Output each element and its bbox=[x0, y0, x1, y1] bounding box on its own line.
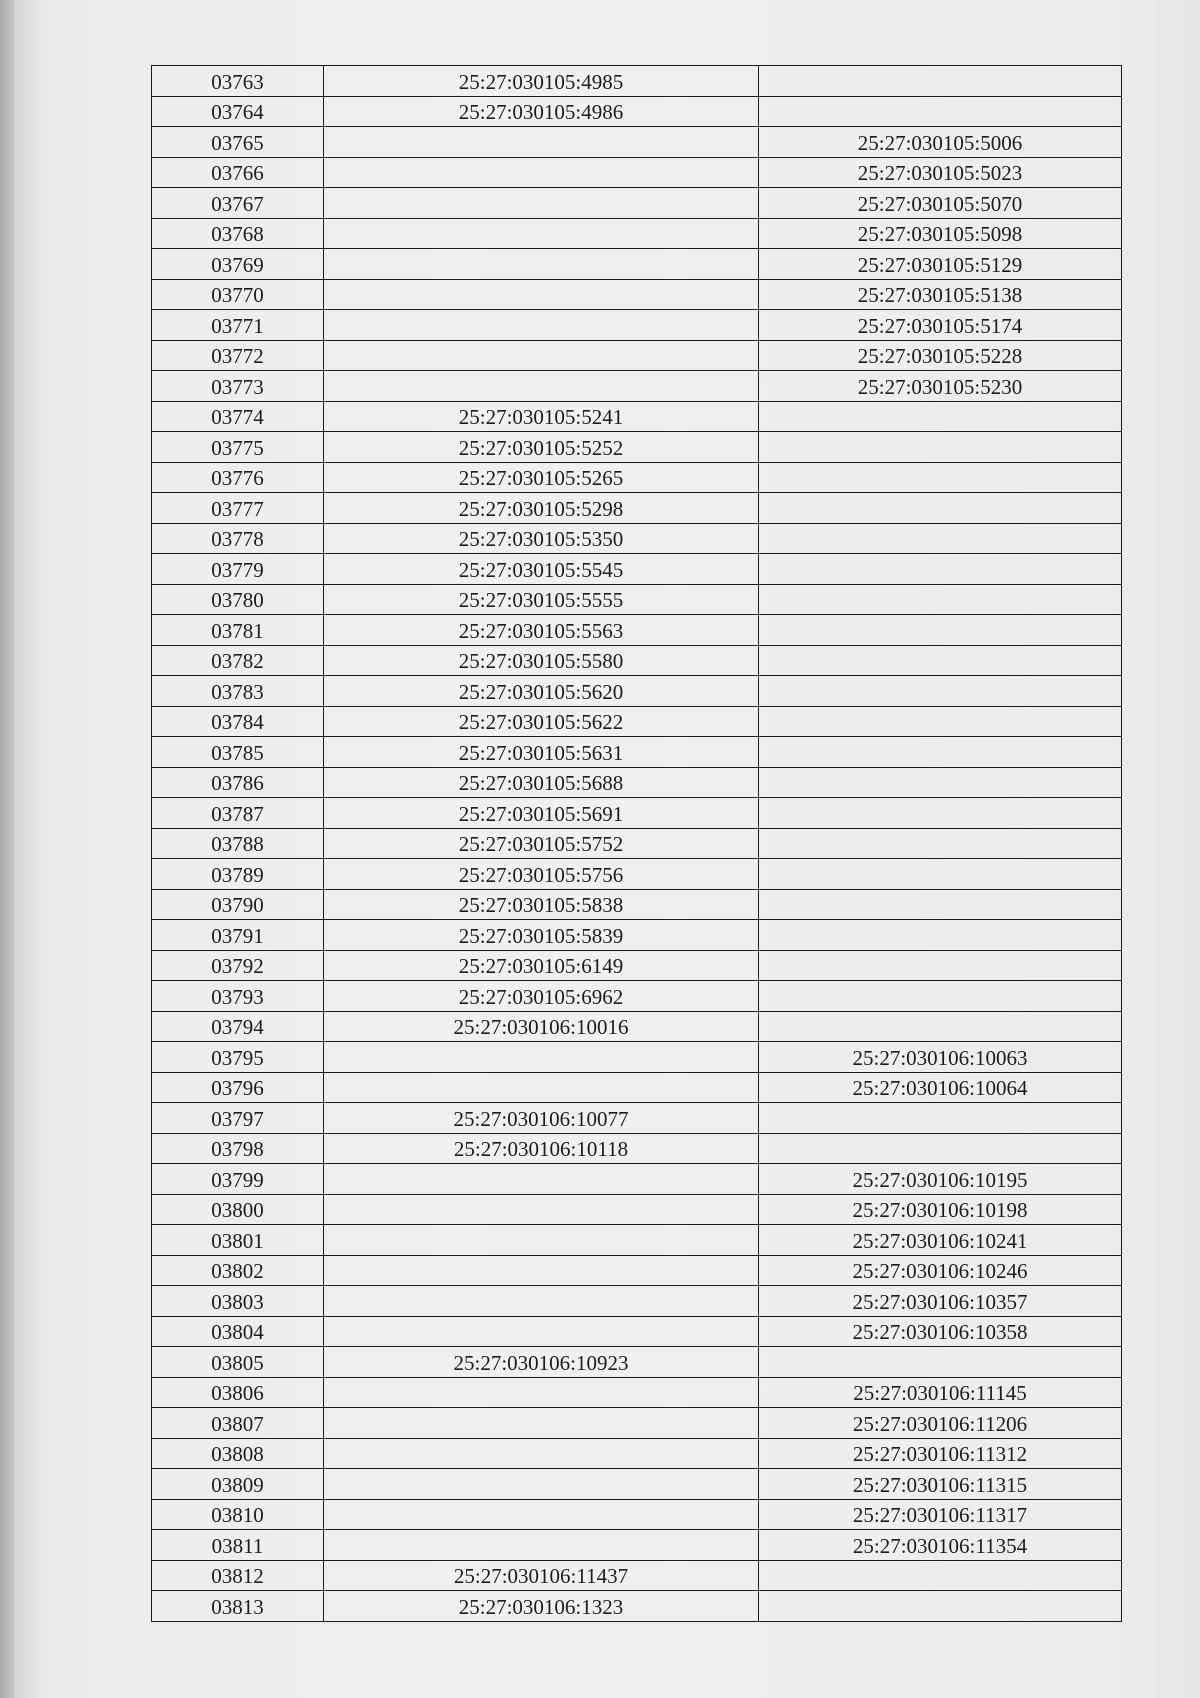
cadastral-number-cell-middle bbox=[324, 249, 759, 280]
cadastral-number-cell-middle bbox=[324, 279, 759, 310]
cadastral-number-cell-middle bbox=[324, 218, 759, 249]
cadastral-number-cell-right bbox=[759, 1103, 1122, 1134]
cadastral-number-cell-middle: 25:27:030105:5563 bbox=[324, 615, 759, 646]
table-row bbox=[152, 1103, 1122, 1134]
table-row bbox=[152, 889, 1122, 920]
row-number-cell: 03779 bbox=[152, 554, 324, 585]
cadastral-number-cell-right bbox=[759, 706, 1122, 737]
row-number-cell: 03793 bbox=[152, 981, 324, 1012]
cadastral-number-cell-middle: 25:27:030105:5631 bbox=[324, 737, 759, 768]
row-number-cell: 03810 bbox=[152, 1499, 324, 1530]
row-number-cell: 03788 bbox=[152, 828, 324, 859]
cadastral-number-cell-right bbox=[759, 1560, 1122, 1591]
cadastral-number-cell-middle: 25:27:030105:5622 bbox=[324, 706, 759, 737]
cadastral-number-cell-right bbox=[759, 737, 1122, 768]
table-row bbox=[152, 432, 1122, 463]
cadastral-number-cell-right: 25:27:030106:10358 bbox=[759, 1316, 1122, 1347]
table-row bbox=[152, 1591, 1122, 1622]
cadastral-number-cell-middle bbox=[324, 1194, 759, 1225]
table-row bbox=[152, 157, 1122, 188]
cadastral-number-table bbox=[151, 65, 1122, 1622]
cadastral-number-cell-middle bbox=[324, 157, 759, 188]
row-number-cell: 03806 bbox=[152, 1377, 324, 1408]
cadastral-number-cell-middle bbox=[324, 1377, 759, 1408]
row-number-cell: 03807 bbox=[152, 1408, 324, 1439]
cadastral-number-cell-right: 25:27:030106:10063 bbox=[759, 1042, 1122, 1073]
cadastral-number-cell-right bbox=[759, 1133, 1122, 1164]
row-number-cell: 03787 bbox=[152, 798, 324, 829]
cadastral-number-cell-middle: 25:27:030105:5580 bbox=[324, 645, 759, 676]
cadastral-number-cell-right: 25:27:030106:11317 bbox=[759, 1499, 1122, 1530]
cadastral-number-cell-middle bbox=[324, 1255, 759, 1286]
table-row bbox=[152, 1164, 1122, 1195]
table-row bbox=[152, 66, 1122, 97]
cadastral-number-cell-middle bbox=[324, 371, 759, 402]
row-number-cell: 03777 bbox=[152, 493, 324, 524]
row-number-cell: 03768 bbox=[152, 218, 324, 249]
cadastral-number-cell-right bbox=[759, 676, 1122, 707]
table-row bbox=[152, 1469, 1122, 1500]
cadastral-number-cell-middle bbox=[324, 310, 759, 341]
table-row bbox=[152, 462, 1122, 493]
table-row bbox=[152, 1408, 1122, 1439]
cadastral-number-cell-middle: 25:27:030105:5839 bbox=[324, 920, 759, 951]
table-row bbox=[152, 371, 1122, 402]
row-number-cell: 03801 bbox=[152, 1225, 324, 1256]
table-row bbox=[152, 767, 1122, 798]
cadastral-number-cell-middle bbox=[324, 1286, 759, 1317]
row-number-cell: 03811 bbox=[152, 1530, 324, 1561]
table-row bbox=[152, 950, 1122, 981]
cadastral-number-cell-right: 25:27:030105:5174 bbox=[759, 310, 1122, 341]
cadastral-number-cell-right: 25:27:030106:11145 bbox=[759, 1377, 1122, 1408]
row-number-cell: 03782 bbox=[152, 645, 324, 676]
cadastral-number-cell-middle: 25:27:030106:10077 bbox=[324, 1103, 759, 1134]
row-number-cell: 03769 bbox=[152, 249, 324, 280]
table-row bbox=[152, 737, 1122, 768]
row-number-cell: 03812 bbox=[152, 1560, 324, 1591]
table-row bbox=[152, 828, 1122, 859]
table-row bbox=[152, 310, 1122, 341]
cadastral-number-cell-middle bbox=[324, 1164, 759, 1195]
cadastral-number-cell-middle bbox=[324, 1225, 759, 1256]
cadastral-number-cell-right bbox=[759, 1347, 1122, 1378]
table-row bbox=[152, 554, 1122, 585]
row-number-cell: 03766 bbox=[152, 157, 324, 188]
row-number-cell: 03785 bbox=[152, 737, 324, 768]
row-number-cell: 03774 bbox=[152, 401, 324, 432]
cadastral-number-cell-right bbox=[759, 1011, 1122, 1042]
table-row bbox=[152, 340, 1122, 371]
cadastral-number-cell-right bbox=[759, 554, 1122, 585]
cadastral-number-cell-right bbox=[759, 401, 1122, 432]
cadastral-number-cell-right bbox=[759, 493, 1122, 524]
row-number-cell: 03792 bbox=[152, 950, 324, 981]
row-number-cell: 03804 bbox=[152, 1316, 324, 1347]
table-row bbox=[152, 493, 1122, 524]
cadastral-number-cell-right bbox=[759, 767, 1122, 798]
table-row bbox=[152, 1042, 1122, 1073]
table-row bbox=[152, 1194, 1122, 1225]
row-number-cell: 03795 bbox=[152, 1042, 324, 1073]
cadastral-number-cell-middle: 25:27:030105:5756 bbox=[324, 859, 759, 890]
table-row bbox=[152, 615, 1122, 646]
row-number-cell: 03790 bbox=[152, 889, 324, 920]
row-number-cell: 03786 bbox=[152, 767, 324, 798]
cadastral-number-cell-middle: 25:27:030105:5241 bbox=[324, 401, 759, 432]
cadastral-number-cell-middle bbox=[324, 340, 759, 371]
table-row bbox=[152, 1072, 1122, 1103]
cadastral-number-cell-middle: 25:27:030105:5620 bbox=[324, 676, 759, 707]
row-number-cell: 03767 bbox=[152, 188, 324, 219]
cadastral-number-cell-middle: 25:27:030106:1323 bbox=[324, 1591, 759, 1622]
cadastral-number-cell-right: 25:27:030106:10357 bbox=[759, 1286, 1122, 1317]
cadastral-number-cell-right: 25:27:030105:5023 bbox=[759, 157, 1122, 188]
cadastral-number-cell-middle bbox=[324, 1469, 759, 1500]
cadastral-number-cell-middle bbox=[324, 1499, 759, 1530]
cadastral-number-cell-middle: 25:27:030106:10118 bbox=[324, 1133, 759, 1164]
cadastral-number-cell-right: 25:27:030106:10241 bbox=[759, 1225, 1122, 1256]
cadastral-number-cell-right bbox=[759, 645, 1122, 676]
cadastral-number-cell-right: 25:27:030105:5098 bbox=[759, 218, 1122, 249]
cadastral-number-cell-middle: 25:27:030105:5752 bbox=[324, 828, 759, 859]
cadastral-number-cell-middle: 25:27:030106:11437 bbox=[324, 1560, 759, 1591]
row-number-cell: 03778 bbox=[152, 523, 324, 554]
table-row bbox=[152, 1255, 1122, 1286]
cadastral-number-cell-right bbox=[759, 523, 1122, 554]
row-number-cell: 03783 bbox=[152, 676, 324, 707]
row-number-cell: 03800 bbox=[152, 1194, 324, 1225]
cadastral-number-cell-right: 25:27:030105:5228 bbox=[759, 340, 1122, 371]
table-body bbox=[152, 66, 1122, 1622]
row-number-cell: 03775 bbox=[152, 432, 324, 463]
cadastral-number-cell-middle: 25:27:030105:5350 bbox=[324, 523, 759, 554]
cadastral-number-cell-right: 25:27:030106:10195 bbox=[759, 1164, 1122, 1195]
cadastral-number-cell-right: 25:27:030105:5138 bbox=[759, 279, 1122, 310]
cadastral-number-cell-right bbox=[759, 615, 1122, 646]
row-number-cell: 03771 bbox=[152, 310, 324, 341]
cadastral-number-cell-right: 25:27:030105:5230 bbox=[759, 371, 1122, 402]
cadastral-number-cell-middle: 25:27:030105:5545 bbox=[324, 554, 759, 585]
cadastral-number-cell-right: 25:27:030105:5129 bbox=[759, 249, 1122, 280]
cadastral-number-cell-right bbox=[759, 828, 1122, 859]
cadastral-number-cell-right bbox=[759, 798, 1122, 829]
cadastral-number-cell-middle: 25:27:030105:4986 bbox=[324, 96, 759, 127]
table-row bbox=[152, 676, 1122, 707]
table-row bbox=[152, 1347, 1122, 1378]
table-row bbox=[152, 645, 1122, 676]
cadastral-number-cell-middle bbox=[324, 1316, 759, 1347]
cadastral-number-cell-middle bbox=[324, 1530, 759, 1561]
table-row bbox=[152, 1225, 1122, 1256]
cadastral-number-cell-middle: 25:27:030105:5555 bbox=[324, 584, 759, 615]
row-number-cell: 03789 bbox=[152, 859, 324, 890]
cadastral-number-cell-right: 25:27:030106:10064 bbox=[759, 1072, 1122, 1103]
cadastral-number-cell-right: 25:27:030106:11354 bbox=[759, 1530, 1122, 1561]
table-row bbox=[152, 920, 1122, 951]
cadastral-number-cell-right: 25:27:030106:10198 bbox=[759, 1194, 1122, 1225]
cadastral-number-cell-middle: 25:27:030105:5691 bbox=[324, 798, 759, 829]
row-number-cell: 03773 bbox=[152, 371, 324, 402]
cadastral-number-cell-middle: 25:27:030106:10016 bbox=[324, 1011, 759, 1042]
cadastral-number-cell-right bbox=[759, 950, 1122, 981]
cadastral-number-cell-right bbox=[759, 981, 1122, 1012]
table-row bbox=[152, 981, 1122, 1012]
table-row bbox=[152, 859, 1122, 890]
row-number-cell: 03802 bbox=[152, 1255, 324, 1286]
row-number-cell: 03808 bbox=[152, 1438, 324, 1469]
cadastral-number-cell-middle bbox=[324, 1072, 759, 1103]
cadastral-number-cell-right bbox=[759, 66, 1122, 97]
table-row bbox=[152, 1377, 1122, 1408]
row-number-cell: 03784 bbox=[152, 706, 324, 737]
row-number-cell: 03763 bbox=[152, 66, 324, 97]
table-row bbox=[152, 1133, 1122, 1164]
table-row bbox=[152, 96, 1122, 127]
table-row bbox=[152, 127, 1122, 158]
row-number-cell: 03796 bbox=[152, 1072, 324, 1103]
table-row bbox=[152, 401, 1122, 432]
cadastral-number-cell-right: 25:27:030106:11312 bbox=[759, 1438, 1122, 1469]
row-number-cell: 03772 bbox=[152, 340, 324, 371]
cadastral-number-cell-right: 25:27:030105:5006 bbox=[759, 127, 1122, 158]
table-row bbox=[152, 1499, 1122, 1530]
cadastral-number-cell-middle: 25:27:030105:5265 bbox=[324, 462, 759, 493]
cadastral-number-cell-right bbox=[759, 584, 1122, 615]
row-number-cell: 03776 bbox=[152, 462, 324, 493]
cadastral-number-cell-middle bbox=[324, 127, 759, 158]
row-number-cell: 03794 bbox=[152, 1011, 324, 1042]
row-number-cell: 03797 bbox=[152, 1103, 324, 1134]
row-number-cell: 03764 bbox=[152, 96, 324, 127]
table-row bbox=[152, 1530, 1122, 1561]
row-number-cell: 03765 bbox=[152, 127, 324, 158]
row-number-cell: 03805 bbox=[152, 1347, 324, 1378]
cadastral-number-cell-right bbox=[759, 462, 1122, 493]
table-row bbox=[152, 584, 1122, 615]
table-row bbox=[152, 523, 1122, 554]
cadastral-number-cell-right bbox=[759, 859, 1122, 890]
row-number-cell: 03770 bbox=[152, 279, 324, 310]
table-row bbox=[152, 249, 1122, 280]
cadastral-number-cell-middle: 25:27:030105:5298 bbox=[324, 493, 759, 524]
table-row bbox=[152, 798, 1122, 829]
row-number-cell: 03799 bbox=[152, 1164, 324, 1195]
cadastral-number-cell-middle: 25:27:030105:6149 bbox=[324, 950, 759, 981]
cadastral-number-cell-middle bbox=[324, 1438, 759, 1469]
table-row bbox=[152, 279, 1122, 310]
table-row bbox=[152, 1286, 1122, 1317]
table-row bbox=[152, 218, 1122, 249]
table-row bbox=[152, 706, 1122, 737]
cadastral-number-cell-right bbox=[759, 432, 1122, 463]
cadastral-number-cell-middle: 25:27:030105:5838 bbox=[324, 889, 759, 920]
table-row bbox=[152, 1560, 1122, 1591]
row-number-cell: 03781 bbox=[152, 615, 324, 646]
cadastral-number-cell-middle: 25:27:030106:10923 bbox=[324, 1347, 759, 1378]
cadastral-number-cell-middle bbox=[324, 1042, 759, 1073]
cadastral-number-cell-right bbox=[759, 1591, 1122, 1622]
row-number-cell: 03780 bbox=[152, 584, 324, 615]
row-number-cell: 03813 bbox=[152, 1591, 324, 1622]
cadastral-number-cell-right bbox=[759, 889, 1122, 920]
cadastral-number-cell-right: 25:27:030105:5070 bbox=[759, 188, 1122, 219]
cadastral-number-cell-middle: 25:27:030105:6962 bbox=[324, 981, 759, 1012]
cadastral-number-cell-middle bbox=[324, 188, 759, 219]
page-scan-edge bbox=[0, 0, 14, 1698]
cadastral-number-cell-middle bbox=[324, 1408, 759, 1439]
row-number-cell: 03809 bbox=[152, 1469, 324, 1500]
row-number-cell: 03791 bbox=[152, 920, 324, 951]
cadastral-number-cell-right: 25:27:030106:11206 bbox=[759, 1408, 1122, 1439]
table-row bbox=[152, 1438, 1122, 1469]
cadastral-number-cell-right bbox=[759, 920, 1122, 951]
table-row bbox=[152, 188, 1122, 219]
cadastral-number-cell-middle: 25:27:030105:5688 bbox=[324, 767, 759, 798]
cadastral-number-cell-middle: 25:27:030105:4985 bbox=[324, 66, 759, 97]
cadastral-number-cell-right: 25:27:030106:11315 bbox=[759, 1469, 1122, 1500]
cadastral-number-cell-right bbox=[759, 96, 1122, 127]
cadastral-number-cell-middle: 25:27:030105:5252 bbox=[324, 432, 759, 463]
table-row bbox=[152, 1011, 1122, 1042]
table-row bbox=[152, 1316, 1122, 1347]
row-number-cell: 03798 bbox=[152, 1133, 324, 1164]
cadastral-number-cell-right: 25:27:030106:10246 bbox=[759, 1255, 1122, 1286]
row-number-cell: 03803 bbox=[152, 1286, 324, 1317]
